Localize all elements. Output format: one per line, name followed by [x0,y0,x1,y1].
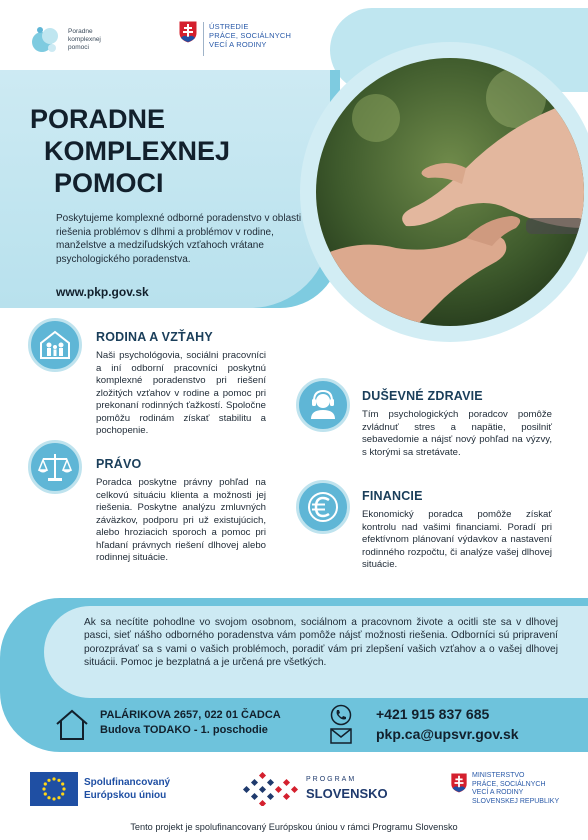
family-house-icon [28,318,82,372]
section-text-finance: Ekonomický poradca pomôže získať kontrolu nad vašimi financiami. Poradí pri efektívnom plánovaní výdavkov a nastavení rodinného rozpočtu, či analýze vašej dlhovej situácie. [362,509,552,570]
section-text-mental-health: Tím psychologických poradcov pomôže zvládnuť stres a napätie, posilniť sebavedomie a nájsť nový pohľad na výzvy, s ktorými sa stretávate. [362,409,552,458]
footer-note: Tento projekt je spolufinancovaný Európskou úniou v rámci Programu Slovensko [130,822,458,832]
phone-icon [330,704,352,726]
email-address[interactable]: pkp.ca@upsvr.gov.sk [376,726,519,742]
pkp-logo-mark-icon [28,22,64,56]
pkp-logo [28,22,158,62]
scales-icon [28,440,82,494]
address [100,708,281,738]
info-text: Ak sa necítite pohodlne vo svojom osobnom, sociálnom a pracovnom živote a ocitli ste sa v dlhovej pasci, sieť nášho odborného poradenstva vám pomôže nájsť možnosti riešenia. Odborníci sú pripravení porozprávať sa s vami o vašich problémoch, poradiť vám pri zlepšení vašich vzťahov a o vašej dlhovej situácii. Pomoc je bezplatná a je určená pre všetkých. [84,617,558,668]
section-title-mental-health: DUŠEVNÉ ZDRAVIE [362,389,483,403]
ministry-logo-text: MINISTERSTVO PRÁCE, SOCIÁLNYCH VECÍ A RODINY SLOVENSKEJ REPUBLIKY [472,772,560,805]
section-title-finance: FINANCIE [362,489,423,503]
upsvr-logo-text: ÚSTREDIE PRÁCE, SOCIÁLNYCH VECÍ A RODINY [209,22,292,49]
section-title-law: PRÁVO [96,457,142,471]
home-icon [54,708,90,742]
euro-icon [296,480,350,534]
ministry-crest-icon [450,772,468,794]
page-title: PORADNE KOMPLEXNEJ POMOCI [30,104,231,198]
eu-flag-icon [30,772,78,806]
program-name: SLOVENSKO [306,786,388,801]
mail-icon [330,728,352,744]
section-text-family: Naši psychológovia, sociálni pracovníci a iní odborní pracovníci poskytnú komplexné poradenstvo pri riešení zložitých vzťahov v rodine a pomoc pri prekonaní rodinných ťažkostí. Spoločne pomôžu rodinám získať stabilitu a pochopenie. [96,350,266,436]
address-street: PALÁRIKOVA 2657, 022 01 ČADCA [100,709,281,721]
section-text-law: Poradca poskytne právny pohľad na celkovú situáciu klienta a možnosti jej riešenia. Poskytne analýzu zmluvných záväzkov, podporu pri už existujúcich, alebo hroziacich sporoch a pomoc pri hľadaní právnych riešení dlhovej alebo rodinnej situácie. [96,477,266,563]
section-title-family: RODINA A VZŤAHY [96,330,213,344]
hands-photo [316,58,584,326]
counselor-headset-icon [296,378,350,432]
pkp-logo-text: Poradne komplexnej pomoci [68,28,101,51]
program-slovensko-mark-icon [240,772,300,806]
intro-text: Poskytujeme komplexné odborné poradenstvo v oblasti riešenia problémov s dlhmi a problémov v rodine, manželstve a medziľudských vzťahoch vrátane psychologického poradenstva. [56,213,302,265]
program-label: PROGRAM [306,776,357,783]
upsvr-logo [178,20,318,60]
address-building: Budova TODAKO - 1. poschodie [100,724,268,736]
phone-number[interactable]: +421 915 837 685 [376,706,490,722]
website-link[interactable]: www.pkp.gov.sk [56,285,149,299]
eu-cofinanced-text: Spolufinancovaný Európskou úniou [84,777,171,801]
slovak-crest-icon [178,20,198,44]
